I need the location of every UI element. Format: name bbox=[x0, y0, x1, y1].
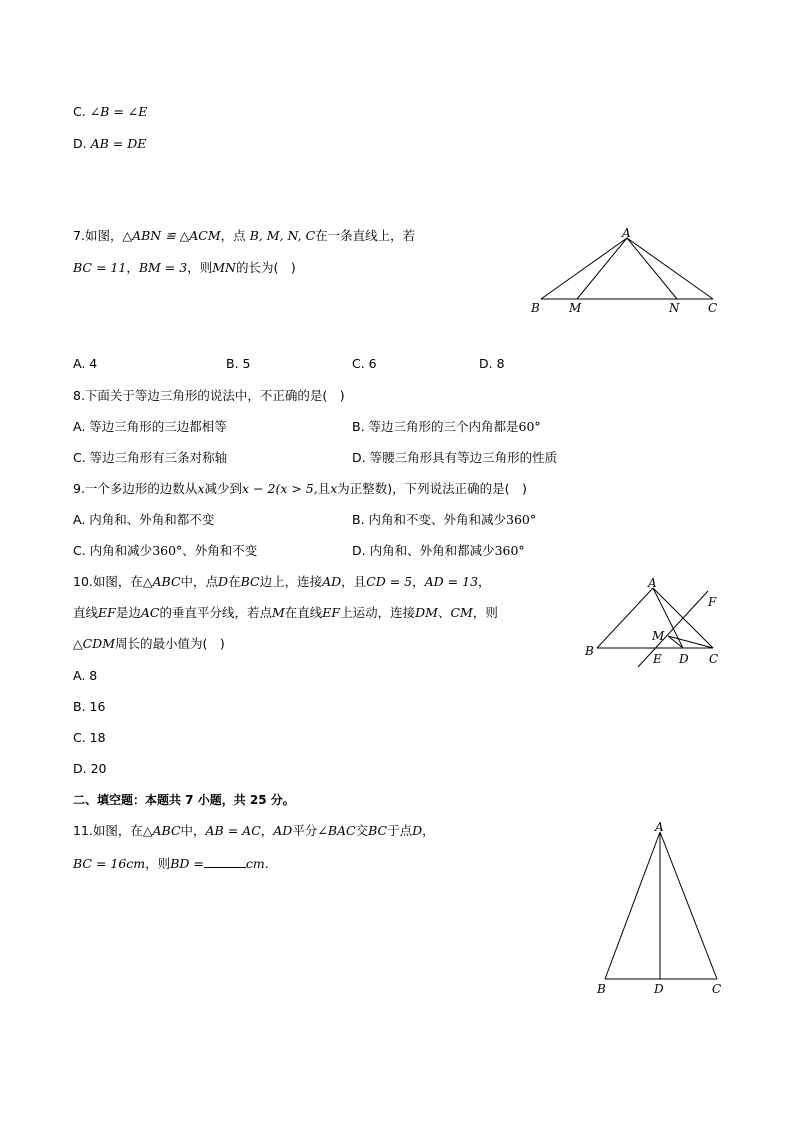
section-title-fill-blank: 二、填空题：本题共 7 小题，共 25 分。 bbox=[73, 793, 295, 807]
q7-option-d: D. 8 bbox=[479, 356, 505, 371]
q7-label-m: M bbox=[569, 301, 582, 315]
q10-label-m: M bbox=[652, 629, 665, 643]
q9-option-d: D. 内角和、外角和都减少360° bbox=[352, 543, 525, 558]
q11-seg-ac bbox=[660, 832, 717, 979]
q8-option-b: B. 等边三角形的三个内角都是60° bbox=[352, 419, 541, 434]
q6-option-d: D. AB = DE bbox=[73, 136, 147, 151]
q11-figure bbox=[592, 818, 732, 998]
q10-figure bbox=[582, 576, 732, 671]
q9-option-a: A. 内角和、外角和都不变 bbox=[73, 512, 215, 527]
q7-figure bbox=[527, 226, 727, 316]
q7-stem-line1: 7.如图，△ABN ≌ △ACM，点 B, M, N, C在一条直线上，若 bbox=[73, 228, 416, 243]
q8-option-c: C. 等边三角形有三条对称轴 bbox=[73, 450, 228, 465]
q7-stem-line2: BC = 11，BM = 3，则MN的长为( ) bbox=[73, 260, 296, 275]
q10-option-b: B. 16 bbox=[73, 699, 106, 714]
q8-stem: 8.下面关于等边三角形的说法中，不正确的是( ) bbox=[73, 388, 345, 403]
q9-option-b: B. 内角和不变、外角和减少360° bbox=[352, 512, 537, 527]
q10-label-b: B bbox=[585, 644, 594, 658]
q8-option-d: D. 等腰三角形具有等边三角形的性质 bbox=[352, 450, 558, 465]
q7-label-b: B bbox=[531, 301, 540, 315]
q10-stem-line1: 10.如图，在△ABC中，点D在BC边上，连接AD，且CD = 5，AD = 13， bbox=[73, 574, 491, 589]
q7-label-a: A bbox=[622, 226, 631, 240]
q10-option-a: A. 8 bbox=[73, 668, 98, 683]
q10-label-d: D bbox=[679, 652, 689, 666]
q7-option-a: A. 4 bbox=[73, 356, 98, 371]
q10-label-f: F bbox=[708, 595, 717, 609]
q11-label-b: B bbox=[597, 982, 606, 996]
q10-stem-line2: 直线EF是边AC的垂直平分线，若点M在直线EF上运动，连接DM、CM，则 bbox=[73, 605, 498, 620]
q6-option-c: C. ∠B = ∠E bbox=[73, 104, 148, 119]
q10-label-e: E bbox=[653, 652, 662, 666]
q10-label-a: A bbox=[648, 576, 657, 590]
q11-label-a: A bbox=[655, 820, 664, 834]
q11-label-d: D bbox=[654, 982, 664, 996]
q9-stem: 9.一个多边形的边数从x减少到x − 2(x > 5,且x为正整数)，下列说法正确的是( ) bbox=[73, 481, 527, 496]
q10-seg-ab bbox=[597, 588, 653, 648]
q7-label-c: C bbox=[708, 301, 718, 315]
q8-option-a: A. 等边三角形的三边都相等 bbox=[73, 419, 227, 434]
q7-option-b: B. 5 bbox=[226, 356, 251, 371]
q10-option-c: C. 18 bbox=[73, 730, 106, 745]
q10-stem-line3: △CDM周长的最小值为( ) bbox=[73, 636, 225, 651]
q11-label-c: C bbox=[712, 982, 722, 996]
q9-option-c: C. 内角和减少360°、外角和不变 bbox=[73, 543, 258, 558]
q11-stem-line1: 11.如图，在△ABC中，AB = AC，AD平分∠BAC交BC于点D， bbox=[73, 823, 435, 838]
q11-seg-ab bbox=[605, 832, 660, 979]
q11-stem-line2: BC = 16cm，则BD = cm. bbox=[73, 856, 269, 871]
q7-option-c: C. 6 bbox=[352, 356, 377, 371]
q10-option-d: D. 20 bbox=[73, 761, 107, 776]
q11-answer-blank[interactable] bbox=[204, 855, 246, 868]
q10-label-c: C bbox=[709, 652, 719, 666]
q10-line-ef bbox=[638, 591, 708, 667]
q7-label-n: N bbox=[669, 301, 680, 315]
